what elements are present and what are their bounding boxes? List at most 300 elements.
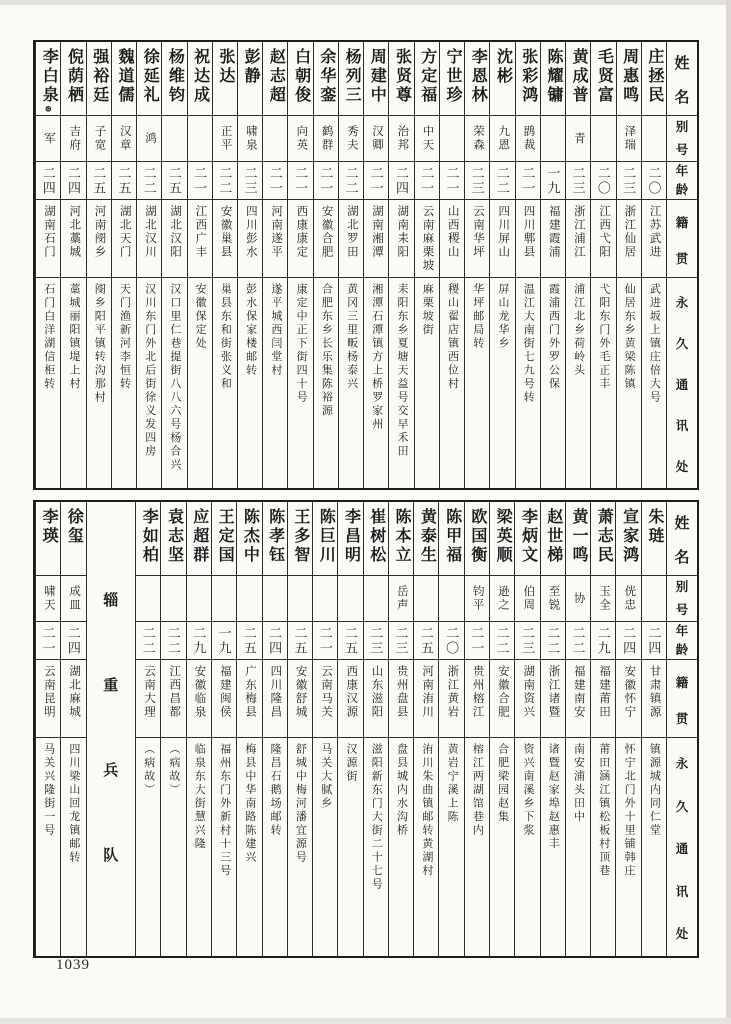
- person-age: [541, 162, 565, 200]
- vertical-text: 黄冈三里畈杨泰兴: [345, 283, 358, 391]
- person-address: [162, 278, 186, 488]
- vertical-text: 二二: [343, 165, 359, 196]
- person-column: [287, 42, 312, 488]
- person-column: [86, 42, 111, 488]
- person-age: [566, 162, 590, 200]
- vertical-text: 湖南石门: [43, 205, 55, 259]
- person-column: [464, 502, 489, 956]
- header-address-label: [667, 738, 697, 956]
- person-column: [60, 502, 85, 956]
- person-age: [314, 162, 338, 200]
- person-address: [465, 738, 489, 956]
- person-column: [160, 502, 185, 956]
- header-age-label: [667, 622, 697, 660]
- person-alias: [338, 576, 362, 622]
- person-column: [514, 502, 539, 956]
- vertical-text: 庄拯民: [645, 48, 663, 105]
- char: 名: [674, 549, 690, 566]
- person-native: [187, 660, 211, 738]
- person-name: [338, 502, 362, 576]
- person-name: [465, 502, 489, 576]
- person-name: [591, 502, 615, 576]
- person-native: [465, 200, 489, 278]
- vertical-text: 浙江诸暨: [547, 665, 560, 719]
- person-native: [617, 200, 641, 278]
- char: 别: [675, 120, 689, 134]
- vertical-text: 秀夫: [345, 125, 358, 152]
- person-native: [440, 200, 464, 278]
- vertical-text: 军: [43, 131, 55, 146]
- vertical-text: 西康汉源: [345, 665, 358, 719]
- char: 久: [675, 799, 689, 814]
- header-native-label-chars: [667, 665, 697, 737]
- char: 姓: [674, 516, 690, 533]
- char: 贯: [675, 711, 689, 726]
- roster-header-column: [666, 42, 697, 488]
- person-address: [213, 278, 237, 488]
- person-age: [161, 622, 185, 660]
- person-age: [642, 622, 666, 660]
- person-name: [490, 42, 514, 116]
- section-column: [86, 502, 136, 956]
- person-column: [388, 42, 413, 488]
- vertical-text: 石门白洋湖信柜转: [42, 283, 55, 391]
- vertical-text: 四川彭水: [244, 205, 257, 259]
- vertical-text: 湖南耒阳: [396, 205, 409, 259]
- vertical-text: 二四: [40, 165, 56, 196]
- person-name: [541, 42, 565, 116]
- vertical-text: 二四: [394, 165, 410, 196]
- person-age: [36, 622, 60, 660]
- vertical-text: 子宽: [93, 125, 106, 152]
- vertical-text: 袁志坚: [165, 508, 183, 565]
- vertical-text: 魏道儒: [115, 48, 133, 105]
- person-alias: [465, 116, 489, 162]
- person-name: [162, 42, 186, 116]
- person-native: [591, 660, 615, 738]
- person-alias: [617, 116, 641, 162]
- char: 别: [675, 580, 689, 594]
- vertical-text: 黄成普: [570, 48, 588, 105]
- vertical-text: 湖北汉川: [143, 205, 156, 259]
- person-alias: [591, 576, 615, 622]
- person-name: [212, 502, 236, 576]
- vertical-text: 彭静: [242, 48, 260, 86]
- person-address: [440, 278, 464, 488]
- person-age: [213, 162, 237, 200]
- person-native: [415, 200, 439, 278]
- person-native: [541, 200, 565, 278]
- vertical-text: 莆田涵江镇松板村顶巷: [597, 743, 610, 878]
- person-native: [137, 200, 161, 278]
- vertical-text: 吉府: [68, 125, 81, 152]
- person-age: [137, 162, 161, 200]
- person-alias: [541, 116, 565, 162]
- vertical-text: 玉全: [598, 585, 611, 612]
- person-column: [237, 42, 262, 488]
- vertical-text: 李白泉⊛: [40, 48, 58, 113]
- person-name: [87, 42, 111, 116]
- person-column: [515, 42, 540, 488]
- char: 永: [675, 296, 689, 311]
- vertical-text: 应超群: [190, 508, 208, 565]
- person-address: [36, 738, 60, 956]
- vertical-text: 二二: [545, 625, 561, 656]
- vertical-text: 强裕廷: [90, 48, 108, 105]
- section-label: [87, 502, 136, 956]
- vertical-text: 二三: [393, 625, 409, 656]
- vertical-text: 岳声: [395, 585, 408, 612]
- vertical-text: 资兴南溪乡下浆: [521, 743, 534, 838]
- person-address: [364, 738, 388, 956]
- vertical-text: 一九: [545, 165, 561, 196]
- vertical-text: 诸暨赵家埠赵惠丰: [547, 743, 560, 851]
- person-age: [439, 622, 463, 660]
- header-native-label: [667, 660, 697, 738]
- person-column: [565, 42, 590, 488]
- person-alias: [161, 576, 185, 622]
- person-column: [161, 42, 186, 488]
- person-address: [616, 738, 640, 956]
- person-column: [413, 502, 438, 956]
- vertical-text: 二一: [520, 165, 536, 196]
- header-address-label-chars: [667, 283, 697, 488]
- person-column: [363, 42, 388, 488]
- person-column: [262, 42, 287, 488]
- person-address: [591, 278, 615, 488]
- person-name: [339, 42, 363, 116]
- person-native: [263, 660, 287, 738]
- person-age: [541, 622, 565, 660]
- header-age-label: [667, 162, 697, 200]
- person-alias: [566, 116, 590, 162]
- vertical-text: 二五: [241, 625, 257, 656]
- vertical-text: 赵志超: [267, 48, 285, 105]
- person-name: [541, 502, 565, 576]
- person-age: [112, 162, 136, 200]
- person-name: [414, 502, 438, 576]
- vertical-text: 浦江北乡荷岭头: [572, 283, 585, 378]
- person-address: [541, 278, 565, 488]
- vertical-text: 赵世梯: [544, 508, 562, 565]
- person-name: [314, 42, 338, 116]
- vertical-text: 梁英顺: [494, 508, 512, 565]
- char: 籍: [675, 675, 689, 690]
- person-address: [87, 278, 111, 488]
- vertical-text: 二一: [444, 165, 460, 196]
- vertical-text: 二三: [621, 165, 637, 196]
- person-age: [313, 622, 337, 660]
- person-native: [541, 660, 565, 738]
- vertical-text: 二一: [368, 165, 384, 196]
- vertical-text: 九恩: [497, 125, 510, 152]
- person-column: [186, 502, 211, 956]
- person-native: [616, 660, 640, 738]
- header-address-label: [667, 278, 697, 488]
- person-name: [465, 42, 489, 116]
- vertical-text: 广东梅县: [244, 665, 257, 719]
- vertical-text: 鹤群: [320, 125, 333, 152]
- vertical-text: 成皿: [68, 585, 81, 612]
- person-column: [136, 42, 161, 488]
- vertical-text: 李炳文: [519, 508, 537, 565]
- person-address: [188, 278, 212, 488]
- person-age: [87, 162, 111, 200]
- person-alias: [313, 576, 337, 622]
- vertical-text: 二三: [469, 165, 485, 196]
- vertical-text: 云南马关: [319, 665, 332, 719]
- person-name: [263, 42, 287, 116]
- vertical-text: 二五: [166, 165, 182, 196]
- vertical-text: 张彩鸿: [519, 48, 537, 105]
- person-column: [565, 502, 590, 956]
- person-name: [161, 502, 185, 576]
- header-native-label-chars: [667, 205, 697, 277]
- person-name: [112, 42, 136, 116]
- person-alias: [137, 116, 161, 162]
- person-age: [288, 162, 312, 200]
- person-column: [641, 42, 666, 488]
- person-name: [439, 502, 463, 576]
- vertical-text: 泽瑞: [623, 125, 636, 152]
- person-address: [314, 278, 338, 488]
- vertical-text: 耒阳东乡夏塘天益号交早禾田: [396, 283, 409, 459]
- vertical-text: 安徽合肥: [320, 205, 333, 259]
- person-address: [617, 278, 641, 488]
- person-alias: [364, 116, 388, 162]
- vertical-text: 二二: [217, 165, 233, 196]
- person-address: [61, 738, 85, 956]
- vertical-text: 山西稷山: [446, 205, 459, 259]
- person-column: [590, 502, 615, 956]
- person-age: [440, 162, 464, 200]
- char: 号: [675, 602, 689, 617]
- person-column: [60, 42, 85, 488]
- person-alias: [212, 576, 236, 622]
- person-age: [490, 622, 514, 660]
- person-address: [263, 738, 287, 956]
- vertical-text: 王多智: [291, 508, 309, 565]
- person-age: [617, 162, 641, 200]
- person-name: [187, 502, 211, 576]
- vertical-text: 啸天: [42, 585, 55, 612]
- person-alias: [591, 116, 615, 162]
- person-age: [490, 162, 514, 200]
- vertical-text: 遂平城西闫堂村: [269, 283, 282, 378]
- vertical-text: 江西弋阳: [598, 205, 611, 259]
- vertical-text: 二一: [192, 165, 208, 196]
- header-alias-label-chars: [667, 576, 697, 621]
- person-age: [237, 622, 261, 660]
- char: 籍: [675, 215, 689, 230]
- person-address: [61, 278, 85, 488]
- person-name: [137, 42, 161, 116]
- person-alias: [36, 116, 60, 162]
- vertical-text: 至锐: [547, 585, 560, 612]
- person-alias: [162, 116, 186, 162]
- person-alias: [642, 116, 666, 162]
- person-age: [212, 622, 236, 660]
- vertical-text: 二九: [191, 625, 207, 656]
- person-native: [136, 660, 160, 738]
- person-name: [237, 502, 261, 576]
- person-address: [136, 738, 160, 956]
- person-name: [616, 502, 640, 576]
- vertical-text: 安徽合肥: [496, 665, 509, 719]
- person-alias: [364, 576, 388, 622]
- person-column: [35, 42, 60, 488]
- vertical-text: 怀宁北门外十里铺韩庄: [623, 743, 636, 878]
- vertical-text: 福建闽侯: [218, 665, 231, 719]
- vertical-text: 伯周: [522, 585, 535, 612]
- person-column: [641, 502, 666, 956]
- person-alias: [616, 576, 640, 622]
- person-address: [415, 278, 439, 488]
- vertical-text: 梅县中华南路陈建兴: [243, 743, 256, 865]
- person-name: [263, 502, 287, 576]
- vertical-text: 二一: [40, 625, 56, 656]
- vertical-text: 二四: [646, 625, 662, 656]
- vertical-text: 浙江黄岩: [446, 665, 459, 719]
- person-name: [61, 502, 85, 576]
- vertical-text: 福建霞浦: [547, 205, 560, 259]
- person-name: [415, 42, 439, 116]
- person-age: [36, 162, 60, 200]
- vertical-text: 盘县城内水沟桥: [395, 743, 408, 838]
- vertical-text: 四川郫县: [522, 205, 535, 259]
- person-native: [364, 660, 388, 738]
- vertical-text: 马关兴隆街一号: [42, 743, 55, 838]
- person-native: [642, 200, 666, 278]
- char: 年: [675, 624, 689, 638]
- person-native: [213, 200, 237, 278]
- roster-table-top: [33, 40, 699, 490]
- page-number: 1039: [56, 957, 90, 973]
- char: 辎: [103, 593, 119, 609]
- vertical-text: 云南大理: [142, 665, 155, 719]
- scan-edge-right: [726, 0, 731, 1024]
- vertical-text: 鹍裁: [522, 125, 535, 152]
- person-alias: [339, 116, 363, 162]
- vertical-text: 周惠鸣: [620, 48, 638, 105]
- person-native: [516, 200, 540, 278]
- vertical-text: 黄泰生: [418, 508, 436, 565]
- person-name: [188, 42, 212, 116]
- char: 年: [675, 164, 689, 178]
- person-column: [337, 502, 362, 956]
- person-name: [642, 502, 666, 576]
- vertical-text: 汉章: [118, 125, 131, 152]
- char: 贯: [675, 251, 689, 266]
- vertical-text: 湖北罗田: [345, 205, 358, 259]
- vertical-text: 徐延礼: [141, 48, 159, 105]
- vertical-text: 江西广丰: [194, 205, 207, 259]
- person-name: [389, 502, 413, 576]
- person-native: [314, 200, 338, 278]
- vertical-text: 二九: [595, 625, 611, 656]
- person-name: [36, 502, 60, 576]
- vertical-text: 青: [572, 131, 585, 146]
- person-native: [263, 200, 287, 278]
- vertical-text: 福建莆田: [598, 665, 611, 719]
- vertical-text: 余华銮: [317, 48, 335, 105]
- person-age: [364, 622, 388, 660]
- person-alias: [389, 116, 413, 162]
- person-age: [187, 622, 211, 660]
- person-address: [490, 278, 514, 488]
- vertical-text: 天门渔新河李恒转: [118, 283, 131, 391]
- person-column: [439, 42, 464, 488]
- person-column: [338, 42, 363, 488]
- vertical-text: 萧志民: [595, 508, 613, 565]
- person-address: [339, 278, 363, 488]
- person-native: [162, 200, 186, 278]
- vertical-text: 湖南湘潭: [371, 205, 384, 259]
- person-native: [313, 660, 337, 738]
- vertical-text: 云南华坪: [471, 205, 484, 259]
- person-column: [135, 502, 160, 956]
- person-address: [238, 278, 262, 488]
- vertical-text: 仙居东乡黄梁陈镇: [623, 283, 636, 391]
- person-address: [313, 738, 337, 956]
- person-name: [238, 42, 262, 116]
- vertical-text: 福建南安: [572, 665, 585, 719]
- person-native: [288, 660, 312, 738]
- vertical-text: 陈甲福: [443, 508, 461, 565]
- person-address: [288, 278, 312, 488]
- person-name: [288, 502, 312, 576]
- vertical-text: 霞浦西门外罗公保: [547, 283, 560, 391]
- vertical-text: 治邦: [396, 125, 409, 152]
- scan-edge-bottom: [0, 1018, 731, 1024]
- vertical-text: 二三: [519, 625, 535, 656]
- char: 讯: [675, 419, 689, 434]
- vertical-text: （病故）: [168, 743, 181, 797]
- vertical-text: 洧川朱曲镇邮转黄湖村: [420, 743, 433, 878]
- person-age: [465, 162, 489, 200]
- vertical-text: 二四: [65, 165, 81, 196]
- vertical-text: 滋阳新东门大街二十七号: [370, 743, 383, 892]
- person-address: [288, 738, 312, 956]
- vertical-text: 倪荫栖: [65, 48, 83, 105]
- vertical-text: 合肥东乡长乐集陈裕源: [320, 283, 333, 418]
- person-native: [364, 200, 388, 278]
- person-address: [36, 278, 60, 488]
- vertical-text: 二三: [570, 165, 586, 196]
- vertical-text: 汉口里仁巷提街八八六号杨合兴: [168, 283, 181, 472]
- person-column: [590, 42, 615, 488]
- person-alias: [414, 576, 438, 622]
- person-alias: [288, 576, 312, 622]
- vertical-text: 二一: [267, 165, 283, 196]
- person-address: [490, 738, 514, 956]
- vertical-text: 二四: [267, 625, 283, 656]
- vertical-text: 二四: [65, 625, 81, 656]
- person-native: [591, 200, 615, 278]
- char: 号: [675, 142, 689, 157]
- person-address: [212, 738, 236, 956]
- person-name: [213, 42, 237, 116]
- vertical-text: 宣家鸿: [620, 508, 638, 565]
- vertical-text: 二一: [419, 165, 435, 196]
- vertical-text: 一九: [216, 625, 232, 656]
- person-address: [642, 738, 666, 956]
- vertical-text: 浙江浦江: [572, 205, 585, 259]
- header-name-label-chars: [667, 48, 697, 115]
- person-native: [161, 660, 185, 738]
- person-address: [137, 278, 161, 488]
- person-column: [489, 502, 514, 956]
